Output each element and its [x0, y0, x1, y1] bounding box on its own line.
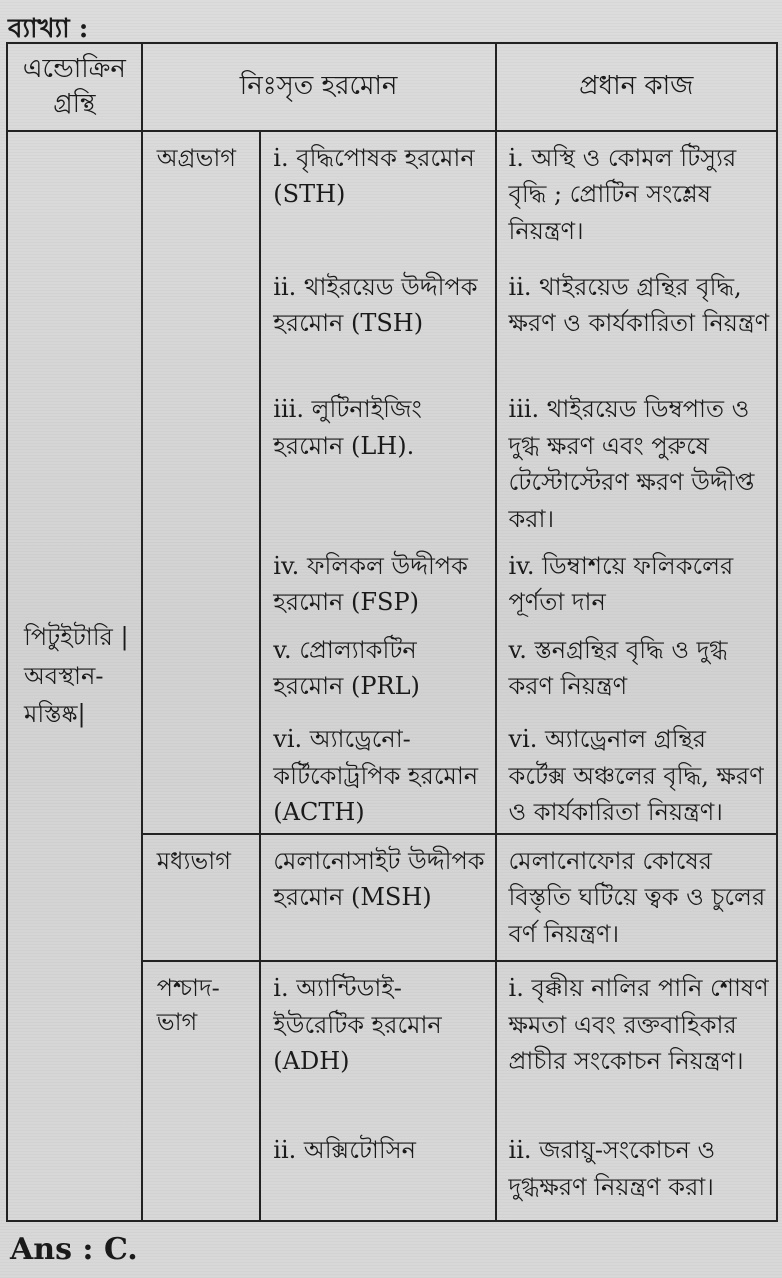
function-lh: iii. থাইরয়েড ডিম্বপাত ও দুগ্ধ ক্ষরণ এবং পুরুষে টেস্টোস্টেরণ ক্ষরণ উদ্দীপ্ত করা।	[508, 395, 755, 533]
table-row	[7, 131, 777, 261]
function-acth: vi. অ্যাড্রেনাল গ্রন্থির কর্টেক্স অঞ্চলের বৃদ্ধি, ক্ষরণ ও কার্যকারিতা নিয়ন্ত্রণ।	[508, 725, 764, 827]
gland-name: পিটুইটারি |অবস্থান- মস্তিষ্ক|	[24, 623, 129, 728]
hormone-tsh: ii. থাইরয়েড উদ্দীপক হরমোন (TSH)	[273, 273, 478, 338]
hormone-sth: i. বৃদ্ধিপোষক হরমোন (STH)	[273, 143, 475, 209]
hormone-oxytocin: ii. অক্সিটোসিন	[273, 1136, 416, 1165]
function-fsp: iv. ডিম্বাশয়ে ফলিকলের পূর্ণতা দান	[508, 552, 734, 617]
header-function: প্রধান কাজ	[496, 43, 777, 131]
table-header-row	[7, 43, 777, 131]
function-prl: v. স্তনগ্রন্থির বৃদ্ধি ও দুগ্ধ করণ নিয়ন্ত্রণ	[508, 635, 728, 700]
hormone-adh: i. অ্যান্টিডাই- ইউরেটিক হরমোন (ADH)	[273, 974, 442, 1076]
gland-name-cell	[7, 131, 142, 1221]
function-msh: মেলানোফোর কোষের বিস্তৃতি ঘটিয়ে ত্বক ও চুলের বর্ণ নিয়ন্ত্রণ।	[508, 846, 766, 948]
answer-text: Ans : C.	[10, 1232, 138, 1267]
explanation-heading: ব্যাখ্যা :	[8, 14, 89, 44]
function-adh: i. বৃক্কীয় নালির পানি শোষণ ক্ষমতা এবং রক্তবাহিকার প্রাচীর সংকোচন নিয়ন্ত্রণ।	[508, 974, 769, 1076]
hormone-lh: iii. লুটিনাইজিং হরমোন (LH).	[273, 395, 422, 460]
hormone-acth: vi. অ্যাড্রেনো- কর্টিকোট্রপিক হরমোন (ACTH)	[273, 725, 479, 827]
hormone-msh: মেলানোসাইট উদ্দীপক হরমোন (MSH)	[273, 846, 485, 912]
hormone-prl: v. প্রোল্যাকটিন হরমোন (PRL)	[273, 635, 420, 700]
header-hormone: নিঃসৃত হরমোন	[142, 43, 496, 131]
part-anterior: অগ্রভাগ	[142, 131, 261, 834]
function-tsh: ii. থাইরয়েড গ্রন্থির বৃদ্ধি, ক্ষরণ ও কার্যকারিতা নিয়ন্ত্রণ	[508, 273, 770, 338]
endocrine-table	[6, 42, 778, 1222]
part-posterior: পশ্চাদ- ভাগ	[142, 961, 261, 1221]
function-sth: i. অস্থি ও কোমল টিস্যুর বৃদ্ধি ; প্রোটিন সংশ্লেষ নিয়ন্ত্রণ।	[508, 143, 737, 245]
hormone-fsp: iv. ফলিকল উদ্দীপক হরমোন (FSP)	[273, 552, 468, 617]
part-middle: মধ্যভাগ	[142, 834, 261, 961]
header-gland: এন্ডোক্রিন গ্রন্থি	[7, 43, 142, 131]
function-oxytocin: ii. জরায়ু-সংকোচন ও দুগ্ধক্ষরণ নিয়ন্ত্রণ করা।	[508, 1136, 716, 1201]
